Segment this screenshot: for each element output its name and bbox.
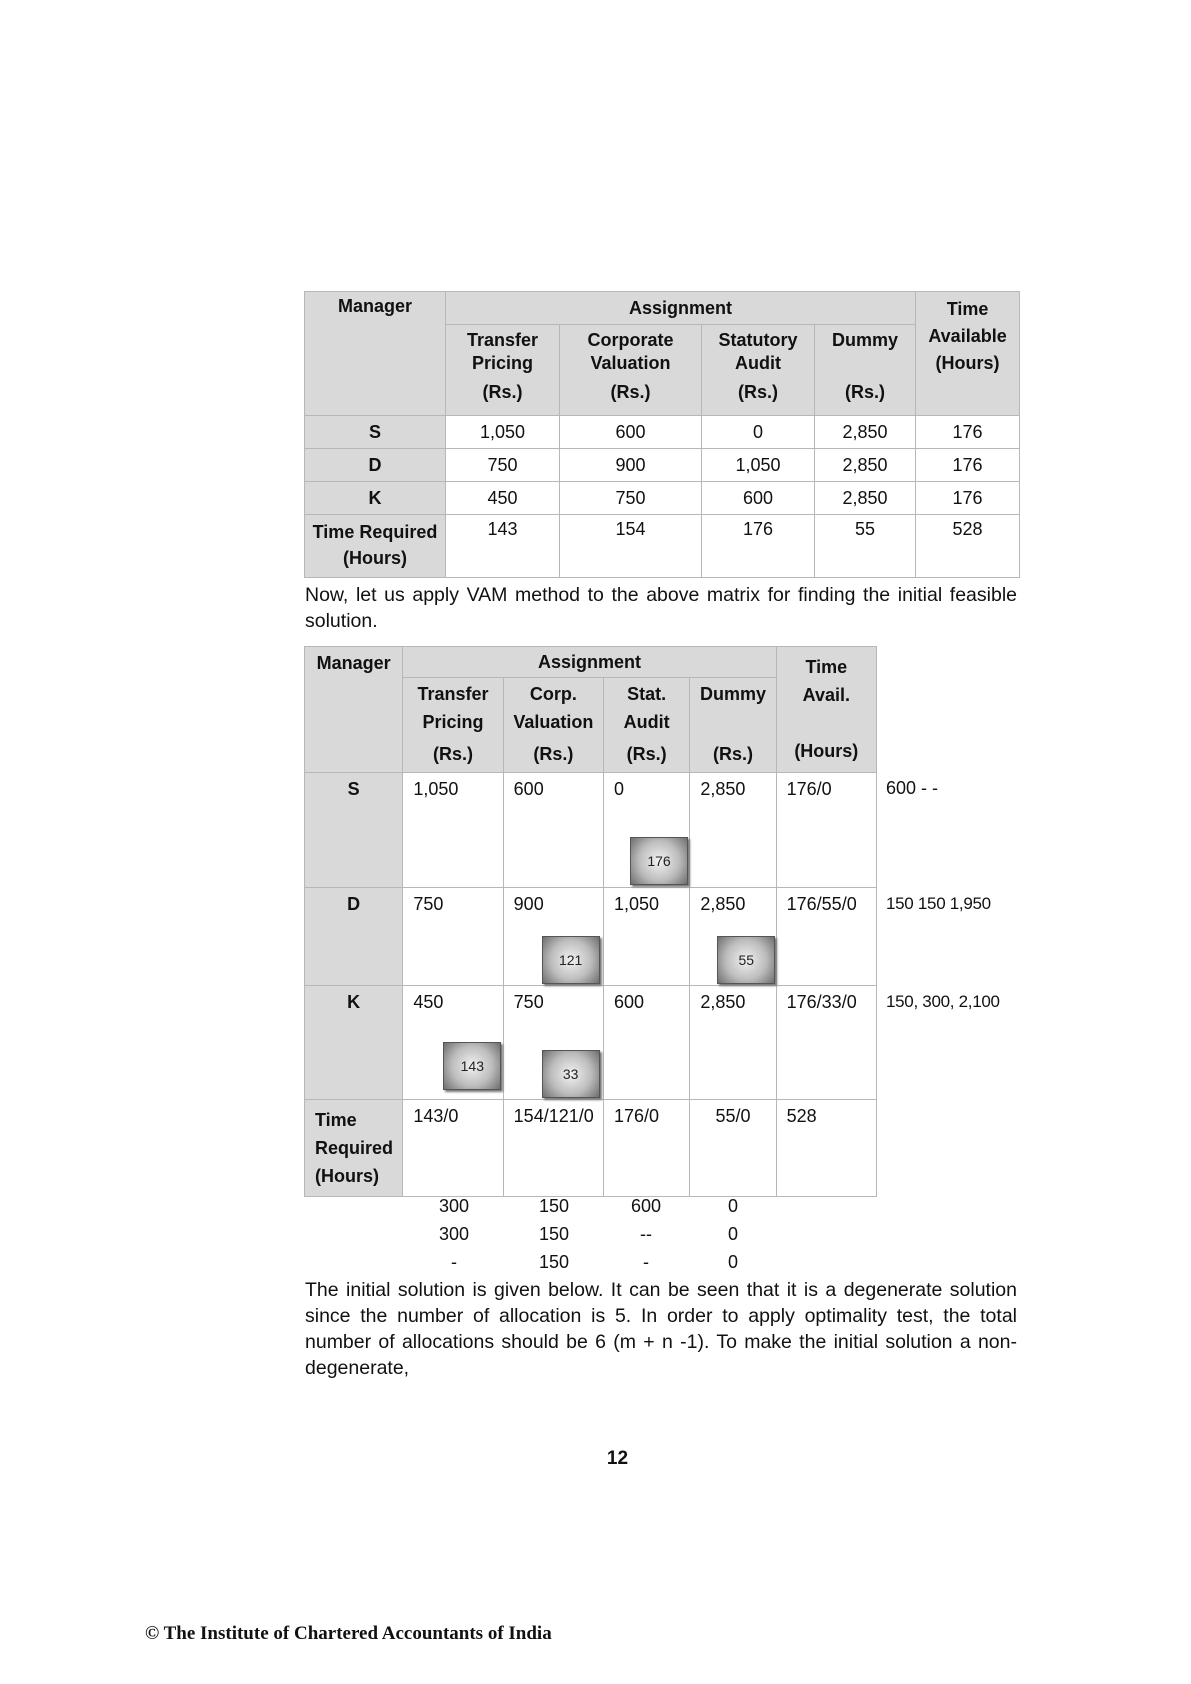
table-row: S 1,050 600 0 2,850 176 bbox=[305, 416, 1020, 449]
allocation-box: 143 bbox=[443, 1042, 501, 1090]
table-row: K 450 750 600 2,850 176 bbox=[305, 482, 1020, 515]
header-col-3: Stat. Audit (Rs.) bbox=[604, 678, 690, 773]
allocation-box: 33 bbox=[542, 1050, 600, 1098]
footer-copyright: © The Institute of Chartered Accountants of India bbox=[145, 1623, 552, 1644]
row-penalty-s: 600 - - bbox=[886, 778, 939, 798]
header-time-available: Time Available (Hours) bbox=[916, 292, 1020, 416]
page-number: 12 bbox=[606, 1448, 629, 1469]
paragraph-degenerate-solution: The initial solution is given below. It can be seen that it is a degenerate solution since the number of allocation is 5. In order to apply optimality test, the total number of allocations should be 6 (m + n -1). To make the initial solution a non-degenerate, bbox=[305, 1279, 1017, 1379]
table-row: D 750 900 121 1,050 2,850 55 176/55/0 bbox=[305, 888, 877, 986]
table-row: D 750 900 1,050 2,850 176 bbox=[305, 449, 1020, 482]
header-assignment: Assignment bbox=[403, 647, 776, 678]
allocation-box: 121 bbox=[542, 936, 600, 984]
header-col-4: Dummy (Rs.) bbox=[815, 325, 916, 416]
table-row-time-required: Time Required (Hours) 143 154 176 55 528 bbox=[305, 515, 1020, 578]
row-penalty-k: 150, 300, 2,100 bbox=[886, 992, 1000, 1011]
header-col-1: Transfer Pricing (Rs.) bbox=[403, 678, 503, 773]
allocation-box: 176 bbox=[630, 837, 688, 885]
table-row: K 450 143 750 33 600 2,850 176/33/0 bbox=[305, 986, 877, 1100]
allocation-box: 55 bbox=[717, 936, 775, 984]
header-col-3: Statutory Audit (Rs.) bbox=[702, 325, 815, 416]
header-col-4: Dummy (Rs.) bbox=[690, 678, 776, 773]
header-manager: Manager bbox=[305, 292, 446, 416]
header-time-avail: Time Avail. (Hours) bbox=[776, 647, 876, 773]
manager-assignment-cost-table bbox=[304, 291, 1020, 578]
paragraph-vam-intro: Now, let us apply VAM method to the above matrix for finding the initial feasible solution. bbox=[305, 584, 1017, 632]
header-col-2: Corp. Valuation (Rs.) bbox=[503, 678, 603, 773]
header-col-2: Corporate Valuation (Rs.) bbox=[560, 325, 702, 416]
header-col-1: Transfer Pricing (Rs.) bbox=[446, 325, 560, 416]
row-penalty-d: 150 150 1,950 bbox=[886, 894, 991, 913]
table-row-time-required: Time Required (Hours) 143/0 154/121/0 176/0 55/0 528 bbox=[305, 1100, 877, 1197]
header-assignment: Assignment bbox=[446, 292, 916, 325]
table-row: S 1,050 600 0 176 2,850 176/0 bbox=[305, 773, 877, 888]
header-manager: Manager bbox=[305, 647, 403, 773]
vam-allocation-table bbox=[304, 646, 877, 1197]
